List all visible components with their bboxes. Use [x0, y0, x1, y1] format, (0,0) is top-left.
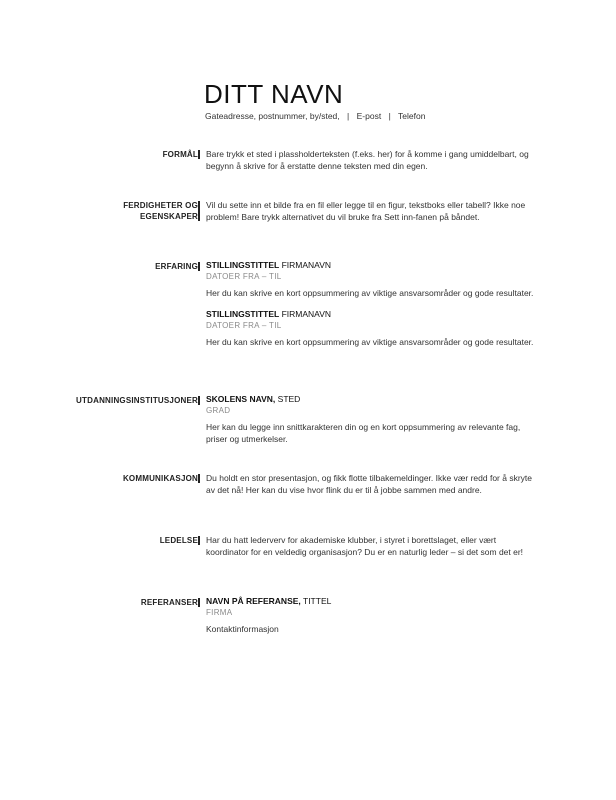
section-divider	[198, 474, 200, 483]
address-field[interactable]: Gateadresse, postnummer, by/sted,	[205, 111, 340, 121]
education-description[interactable]: Her kan du legge inn snittkarakteren din og en kort oppsummering av relevante fag, priser og utmerkelser.	[206, 422, 521, 444]
section-label-ferdigheter	[28, 200, 198, 222]
job-title-line	[206, 309, 536, 320]
phone-field[interactable]: Telefon	[398, 111, 426, 121]
separator: |	[347, 111, 350, 121]
school-name[interactable]: SKOLENS NAVN,	[206, 394, 276, 404]
job-title[interactable]: STILLINGSTITTEL	[206, 260, 280, 270]
experience-entry[interactable]	[206, 309, 536, 348]
job-description[interactable]: Her du kan skrive en kort oppsummering av viktige ansvarsområder og gode resultater.	[206, 337, 534, 347]
school-location[interactable]: STED	[277, 394, 301, 404]
section-content-ledelse[interactable]	[206, 534, 536, 558]
resume-name[interactable]: DITT NAVN	[204, 79, 344, 109]
ferdigheter-text[interactable]: Vil du sette inn et bilde fra en fil eller legge til en figur, tekstboks eller tabell? Ikke noe problem! Bare trykk alternativet du vil bruke fra Sett inn-fanen på båndet.	[206, 200, 526, 222]
section-content-erfaring	[206, 260, 536, 348]
section-label-utdanning: UTDANNINGSINSTITUSJONER	[76, 396, 198, 405]
degree[interactable]: GRAD	[206, 406, 231, 415]
section-divider	[198, 262, 200, 271]
label-line: FERDIGHETER OG	[123, 201, 198, 210]
section-content-referanser	[206, 596, 536, 635]
company-name[interactable]: FIRMANAVN	[281, 309, 332, 319]
section-divider	[198, 536, 200, 545]
section-content-kommunikasjon[interactable]	[206, 472, 536, 496]
company-name[interactable]: FIRMANAVN	[281, 260, 332, 270]
email-field[interactable]: E-post	[356, 111, 382, 121]
job-title-line	[206, 260, 536, 271]
label-line: EGENSKAPER	[139, 212, 198, 221]
job-description[interactable]: Her du kan skrive en kort oppsummering av viktige ansvarsområder og gode resultater.	[206, 288, 534, 298]
reference-name[interactable]: NAVN PÅ REFERANSE,	[206, 596, 301, 606]
section-label-referanser: REFERANSER	[140, 598, 198, 607]
separator: |	[388, 111, 391, 121]
ledelse-text[interactable]: Har du hatt lederverv for akademiske klubber, i styret i borettslaget, eller vært koordinator for en veldedig organisasjon? Du er en naturlig leder – si det som det er!	[206, 535, 524, 557]
contact-line	[205, 110, 425, 122]
section-content-formal[interactable]	[206, 148, 536, 172]
reference-contact[interactable]: Kontaktinformasjon	[206, 624, 279, 634]
section-label-erfaring: ERFARING	[155, 262, 198, 271]
reference-title-line	[206, 596, 536, 607]
job-title[interactable]: STILLINGSTITTEL	[206, 309, 280, 319]
section-divider	[198, 396, 200, 405]
section-divider	[198, 598, 200, 607]
section-label-kommunikasjon: KOMMUNIKASJON	[122, 474, 198, 483]
formal-text[interactable]: Bare trykk et sted i plassholderteksten (f.eks. her) for å komme i gang umiddelbart, og begynn å skrive for å erstatte denne teksten med din egen.	[206, 149, 529, 171]
section-divider	[198, 150, 200, 159]
section-content-ferdigheter[interactable]	[206, 199, 536, 223]
school-title-line	[206, 394, 536, 405]
reference-title[interactable]: TITTEL	[303, 596, 332, 606]
job-dates[interactable]: DATOER FRA – TIL	[206, 272, 282, 281]
reference-company[interactable]: FIRMA	[206, 608, 233, 617]
section-label-ledelse: LEDELSE	[159, 536, 198, 545]
job-dates[interactable]: DATOER FRA – TIL	[206, 321, 282, 330]
section-divider	[198, 201, 200, 221]
kommunikasjon-text[interactable]: Du holdt en stor presentasjon, og fikk flotte tilbakemeldinger. Ikke vær redd for å skryte av det nå! Her kan du vise hvor flink du er til å jobbe sammen med andre.	[206, 473, 532, 495]
section-label-formal: FORMÅL	[162, 150, 198, 159]
section-content-utdanning	[206, 394, 536, 445]
experience-entry[interactable]	[206, 260, 536, 299]
